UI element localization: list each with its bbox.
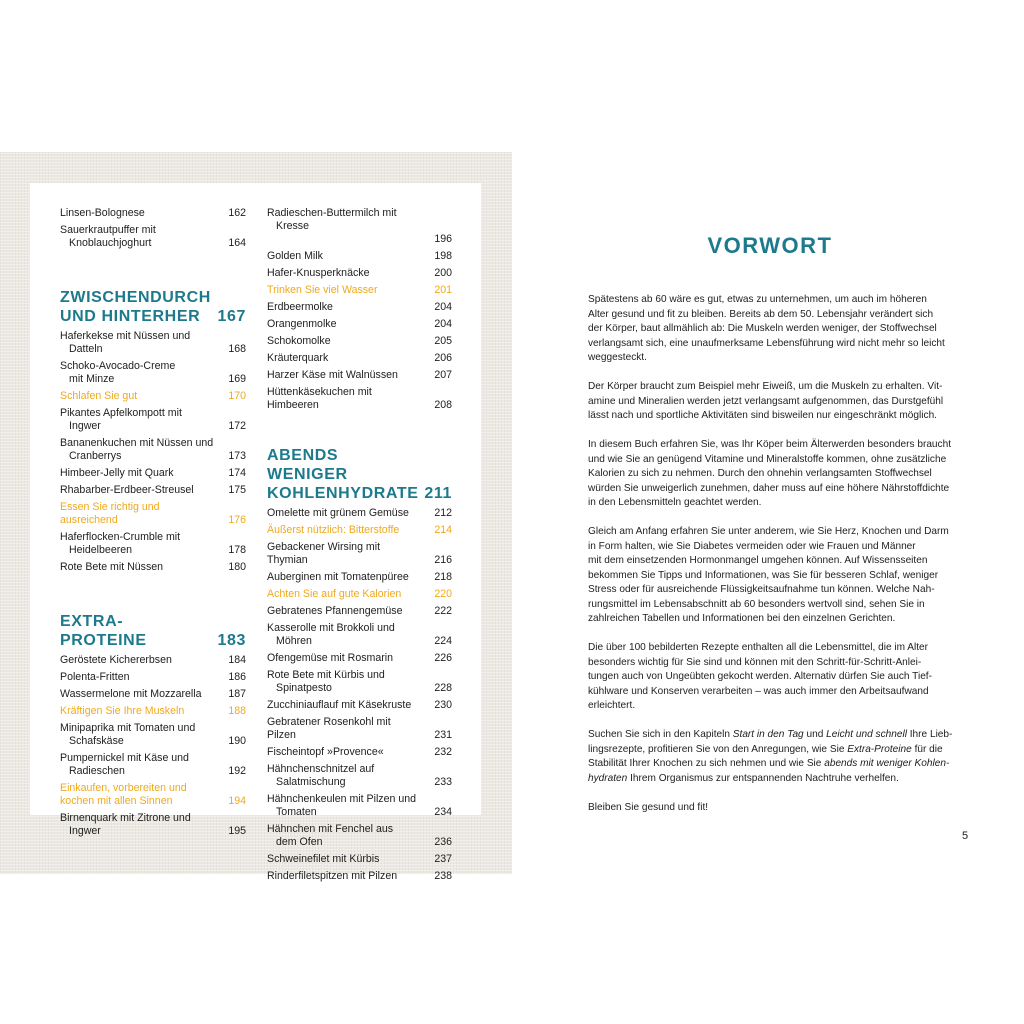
entry-title: Orangenmolke [267,318,337,330]
entry-title: Hähnchen mit Fenchel aus dem Ofen [267,823,394,848]
section-gap [267,416,452,446]
entry-title: Fischeintopf »Provence« [267,746,384,758]
toc-recipe-entry[interactable] [60,224,246,250]
toc-recipe-entry[interactable] [60,722,246,748]
entry-title: Pikantes Apfelkompott mit Ingwer [60,407,182,432]
page-ref: 172 [228,420,246,432]
toc-info-entry[interactable] [60,501,246,527]
page-ref: 234 [434,806,452,818]
entry-title: Bananenkuchen mit Nüssen und Cranberrys [60,437,214,462]
toc-section-heading[interactable] [60,612,246,650]
toc-recipe-entry[interactable] [60,812,246,838]
toc-recipe-entry[interactable] [267,605,452,618]
entry-title: Schweinefilet mit Kürbis [267,853,380,865]
page-ref: 174 [228,467,246,479]
toc-column-right [267,207,452,887]
page-ref: 237 [434,853,452,865]
entry-title: Rote Bete mit Kürbis und Spinatpesto [267,669,385,694]
page-ref: 212 [434,507,452,519]
toc-recipe-entry[interactable] [60,467,246,480]
toc-recipe-entry[interactable] [267,870,452,883]
entry-title: Äußerst nützlich: Bitterstoffe [267,524,400,536]
preface-paragraph: Spätestens ab 60 wäre es gut, etwas zu unternehmen, um auch im höheren Alter gesund und fit zu bleiben. Bereits ab dem 50. Lebensjahr verändert sich der Körper, baut allmählich ab: Die Muskeln werden weniger, der Stoffwechsel verlangsamt sich, eine unaufmerksame Lebensführung wird nicht mehr so leicht weggesteckt. [588,294,945,363]
page-ref: 236 [434,836,452,848]
page-ref: 226 [434,652,452,664]
toc-recipe-entry[interactable] [267,746,452,759]
toc-recipe-entry[interactable] [267,318,452,331]
entry-title: Erdbeermolke [267,301,333,313]
toc-recipe-entry[interactable] [60,531,246,557]
entry-title: Kräuterquark [267,352,329,364]
toc-recipe-entry[interactable] [60,437,246,463]
toc-recipe-entry[interactable] [267,652,452,665]
toc-recipe-entry[interactable] [267,301,452,314]
page-ref: 206 [434,352,452,364]
page-ref: 230 [434,699,452,711]
page-ref: 167 [217,308,246,325]
toc-recipe-entry[interactable] [60,654,246,667]
entry-title: Polenta-Fritten [60,671,130,683]
toc-recipe-entry[interactable] [267,763,452,789]
toc-column-left [60,207,246,842]
toc-recipe-entry[interactable] [267,793,452,819]
page-ref: 204 [434,318,452,330]
preface-paragraph: Suchen Sie sich in den Kapiteln Start in den Tag und Leicht und schnell Ihre Lieb- lingsrezepte, profitieren Sie von den Anregungen, wie Sie Extra-Proteine für die Stabilität Ihrer Knochen zu sich nehmen und wie Sie abends mit weniger Kohlen- hydraten Ihrem Organismus zur entspannenden Nachtruhe verhelfen. [588,729,953,784]
section-gap [60,578,246,612]
entry-title: Rote Bete mit Nüssen [60,561,164,573]
entry-title: Wassermelone mit Mozzarella [60,688,202,700]
page-ref: 211 [424,485,452,502]
entry-title: Minipaprika mit Tomaten und Schafskäse [60,722,196,747]
entry-title: Hähnchenkeulen mit Pilzen und Tomaten [267,793,416,818]
toc-section-heading[interactable] [60,288,246,326]
preface-paragraph: In diesem Buch erfahren Sie, was Ihr Köper beim Älterwerden besonders braucht und wie Sie an genügend Vitamine und Mineralstoffe kommen, ohne zusätzliche Kalorien zu sich zu nehmen. Durch den ohnehin verlangsamten Stoffwechsel würden Sie unweigerlich zunehmen, daher muss auf eine höhere Nährstoffdichte in den Lebensmitteln geachtet werden. [588,439,952,508]
toc-info-entry[interactable] [60,390,246,403]
page-ref: 175 [228,484,246,496]
entry-title: Sauerkrautpuffer mit Knoblauchjoghurt [60,224,156,249]
toc-recipe-entry[interactable] [267,716,452,742]
page-ref: 192 [228,765,246,777]
toc-info-entry[interactable] [267,588,452,601]
toc-recipe-entry[interactable] [60,330,246,356]
page-ref: 169 [228,373,246,385]
toc-recipe-entry[interactable] [267,352,452,365]
entry-title: Rhabarber-Erdbeer-Streusel [60,484,194,496]
entry-title: Radieschen-Buttermilch mit Kresse [267,207,397,232]
toc-recipe-entry[interactable] [60,407,246,433]
preface-paragraph: Der Körper braucht zum Beispiel mehr Eiweiß, um die Muskeln zu erhalten. Vit- amine und Mineralien werden jetzt verlangsamt aufgenommen, das Durstgefühl lässt nach und sportliche Aktivitäten sind bisweilen nur eingeschränkt möglich. [588,381,944,421]
entry-title: Rinderfiletspitzen mit Pilzen [267,870,398,882]
entry-title: Omelette mit grünem Gemüse [267,507,409,519]
page-ref: 233 [434,776,452,788]
page-ref: 162 [228,207,246,219]
entry-title: Einkaufen, vorbereiten und kochen mit allen Sinnen [60,782,187,807]
toc-recipe-entry[interactable] [60,671,246,684]
entry-title: Haferkekse mit Nüssen und Datteln [60,330,191,355]
toc-recipe-entry[interactable] [267,386,452,412]
toc-recipe-entry[interactable] [267,541,452,567]
entry-title: Kasserolle mit Brokkoli und Möhren [267,622,395,647]
toc-recipe-entry[interactable] [267,571,452,584]
toc-recipe-entry[interactable] [267,669,452,695]
page-ref: 204 [434,301,452,313]
entry-title: Schokomolke [267,335,331,347]
preface-paragraph: Gleich am Anfang erfahren Sie unter anderem, wie Sie Herz, Knochen und Darm in Form halten, wie Sie Diabetes vermeiden oder wie Frauen und Männer mit dem einsetzenden Hormonmangel umgehen können. Auf Wissensseiten bekommen Sie Tipps und Informationen, was Sie für besseren Schlaf, weniger Stress oder für ausreichende Flüssigkeitsaufnahme tun können. Welche Nah- rungsmittel im Lebensabschnitt ab 60 besonders wertvoll sind, sehen Sie in zahlreichen Tabellen und Informationen bei den einzelnen Gerichten. [588,526,949,624]
page-ref: 216 [434,554,452,566]
page-number: 5 [962,830,969,842]
entry-title: Trinken Sie viel Wasser [267,284,378,296]
toc-recipe-entry[interactable] [60,207,246,220]
toc-recipe-entry[interactable] [267,853,452,866]
page-ref: 231 [434,729,452,741]
entry-title: Achten Sie auf gute Kalorien [267,588,402,600]
toc-recipe-entry[interactable] [60,688,246,701]
entry-title: Ofengemüse mit Rosmarin [267,652,393,664]
page-ref: 232 [434,746,452,758]
page-ref: 168 [228,343,246,355]
entry-title: Himbeer-Jelly mit Quark [60,467,174,479]
section-title: ABENDS WENIGER KOHLENHYDRATE [267,447,419,502]
toc-recipe-entry[interactable] [60,360,246,386]
toc-recipe-entry[interactable] [267,507,452,520]
page-ref: 176 [228,514,246,526]
page-ref: 183 [217,632,246,649]
toc-recipe-entry[interactable] [60,561,246,574]
entry-title: Birnenquark mit Zitrone und Ingwer [60,812,191,837]
page-ref: 207 [434,369,452,381]
page-ref: 218 [434,571,452,583]
page-ref: 194 [228,795,246,807]
entry-title: Hüttenkäsekuchen mit Himbeeren [267,386,372,411]
page-ref: 224 [434,635,452,647]
page-ref: 222 [434,605,452,617]
toc-section-heading[interactable] [267,446,452,503]
page-ref: 184 [228,654,246,666]
page-ref: 228 [434,682,452,694]
toc-recipe-entry[interactable] [267,250,452,263]
page-ref: 188 [228,705,246,717]
entry-title: Gebackener Wirsing mit Thymian [267,541,381,566]
page-ref: 201 [434,284,452,296]
toc-info-entry[interactable] [267,284,452,297]
page-ref: 187 [228,688,246,700]
toc-recipe-entry[interactable] [267,267,452,280]
page-ref: 195 [228,825,246,837]
toc-recipe-entry[interactable] [267,335,452,348]
preface-body [588,293,954,830]
page-ref: 164 [228,237,246,249]
page-ref: 190 [228,735,246,747]
entry-title: Golden Milk [267,250,323,262]
page-ref: 238 [434,870,452,882]
entry-title: Kräftigen Sie Ihre Muskeln [60,705,185,717]
entry-title: Schoko-Avocado-Creme mit Minze [60,360,176,385]
section-gap [60,254,246,288]
page-ref: 200 [434,267,452,279]
entry-title: Hafer-Knusperknäcke [267,267,370,279]
toc-info-entry[interactable] [60,705,246,718]
page-ref: 178 [228,544,246,556]
entry-title: Linsen-Bolognese [60,207,145,219]
toc-recipe-entry[interactable] [60,752,246,778]
toc-recipe-entry[interactable] [267,207,452,246]
toc-recipe-entry[interactable] [267,699,452,712]
toc-recipe-entry[interactable] [267,369,452,382]
entry-title: Gebratenes Pfannengemüse [267,605,403,617]
page-ref: 173 [228,450,246,462]
entry-title: Hähnchenschnitzel auf Salatmischung [267,763,375,788]
page-ref: 214 [434,524,452,536]
page-ref: 198 [434,250,452,262]
entry-title: Gebratener Rosenkohl mit Pilzen [267,716,391,741]
section-title: EXTRA-PROTEINE [60,613,147,649]
entry-title: Pumpernickel mit Käse und Radieschen [60,752,189,777]
toc-recipe-entry[interactable] [60,484,246,497]
page-ref: 170 [228,390,246,402]
toc-recipe-entry[interactable] [267,823,452,849]
entry-title: Geröstete Kichererbsen [60,654,172,666]
page-ref: 205 [434,335,452,347]
entry-title: Essen Sie richtig und ausreichend [60,501,160,526]
entry-title: Auberginen mit Tomatenpüree [267,571,409,583]
toc-info-entry[interactable] [267,524,452,537]
toc-recipe-entry[interactable] [267,622,452,648]
preface-paragraph: Bleiben Sie gesund und fit! [588,801,709,813]
preface-paragraph: Die über 100 bebilderten Rezepte enthalten all die Lebensmittel, die im Alter besonders wichtig für Sie sind und können mit den Schritt-für-Schritt-Anlei- tungen auch von Ungeübten gekocht werden. Alternativ dürfen Sie auch Tief- kühlware und Konserven verarbeiten – was auch immer den Arbeitsaufwand erleichtert. [588,642,932,711]
toc-info-entry[interactable] [60,782,246,808]
entry-title: Schlafen Sie gut [60,390,138,402]
page-ref: 186 [228,671,246,683]
page-ref: 196 [434,233,452,245]
section-title: ZWISCHENDURCH UND HINTERHER [60,289,211,325]
preface-title: VORWORT [707,233,833,258]
entry-title: Harzer Käse mit Walnüssen [267,369,398,381]
page-ref: 180 [228,561,246,573]
entry-title: Zucchiniauflauf mit Käsekruste [267,699,412,711]
page-ref: 220 [434,588,452,600]
page-ref: 208 [434,399,452,411]
entry-title: Haferflocken-Crumble mit Heidelbeeren [60,531,181,556]
